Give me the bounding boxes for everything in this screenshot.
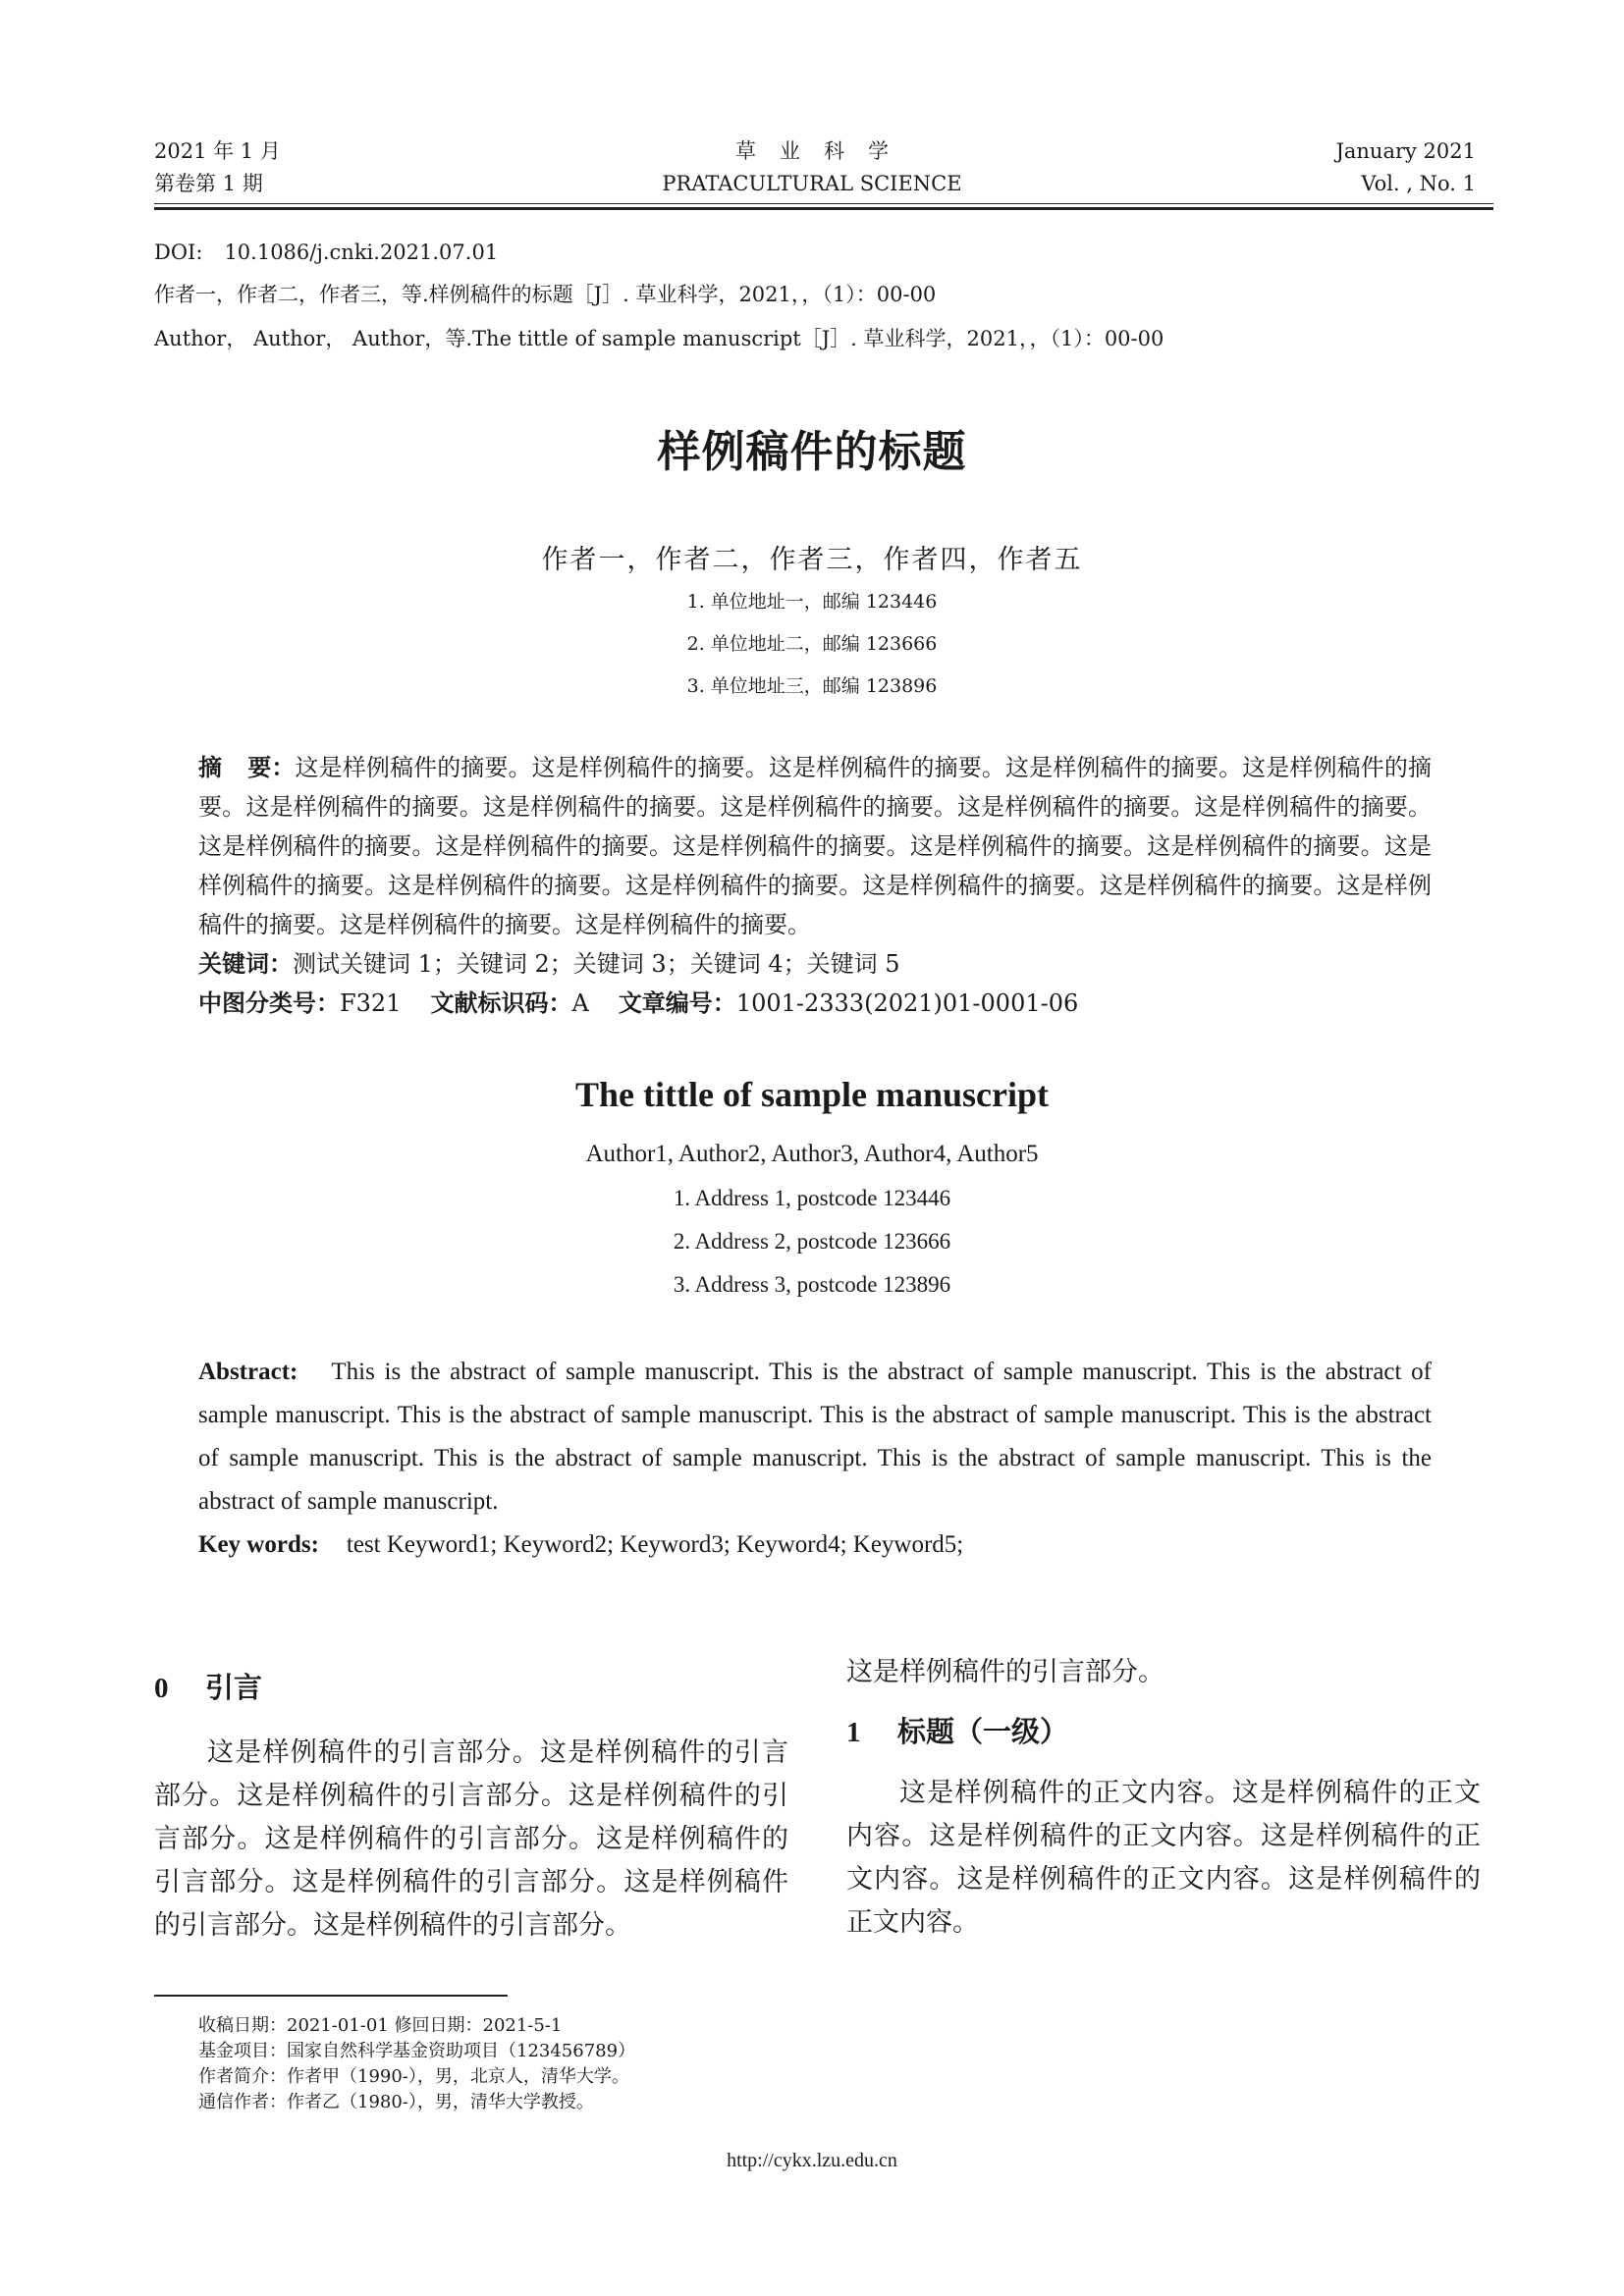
section-0 (154, 1666, 788, 1948)
journal-name-cn: 草业科学 (735, 139, 912, 163)
header-date-en: January 2021 (1335, 139, 1476, 163)
section-0-continued: 这是样例稿件的引言部分。 (846, 1657, 1164, 1687)
keywords-cn-text: 测试关键词 1；关键词 2；关键词 3；关键词 4；关键词 5 (293, 950, 900, 978)
section-1-title: 标题（一级） (897, 1715, 1069, 1748)
doi-line (154, 238, 498, 267)
footnote-author-bio: 作者简介：作者甲（1990-），男，北京人，清华大学。 (198, 2066, 629, 2087)
journal-name-en: PRATACULTURAL SCIENCE (662, 172, 962, 195)
header-issue-cn: 第卷第 1 期 (154, 172, 263, 195)
clc-label: 中图分类号： (198, 989, 340, 1017)
right-column (846, 1651, 1481, 1945)
abstract-cn (198, 748, 1432, 944)
abstract-cn-text: 这是样例稿件的摘要。这是样例稿件的摘要。这是样例稿件的摘要。这是样例稿件的摘要。这是样例稿件的摘要。这是样例稿件的摘要。这是样例稿件的摘要。这是样例稿件的摘要。这是样例稿件的摘要。这是样例稿件的摘要。这是样例稿件的摘要。这是样例稿件的摘要。这是样例稿件的摘要。这是样例稿件的摘要。这是样例稿件的摘要。这是样例稿件的摘要。这是样例稿件的摘要。这是样例稿件的摘要。这是样例稿件的摘要。这是样例稿件的摘要。这是样例稿件的摘要。这是样例稿件的摘要。这是样例稿件的摘要。 (198, 754, 1433, 938)
classification-line (198, 984, 1432, 1023)
section-0-number: 0 (154, 1673, 169, 1704)
footnote-fund: 基金项目：国家自然科学基金资助项目（123456789） (198, 2041, 636, 2061)
citation-cn: 作者一，作者二，作者三，等.样例稿件的标题［J］. 草业科学，2021，，（1）：00-00 (154, 283, 937, 306)
abstract-en-block (198, 1351, 1432, 1567)
abstract-en (198, 1351, 1432, 1523)
section-1-heading (846, 1710, 1481, 1754)
keywords-en-text: test Keyword1; Keyword2; Keyword3; Keyword4; Keyword5; (346, 1531, 964, 1558)
section-1-paragraph: 这是样例稿件的正文内容。这是样例稿件的正文内容。这是样例稿件的正文内容。这是样例稿件的正文内容。这是样例稿件的正文内容。这是样例稿件的正文内容。 (846, 1778, 1481, 1938)
footnote-rule (154, 1995, 508, 1997)
keywords-cn-label: 关键词： (198, 950, 293, 978)
doc-code-label: 文献标识码： (430, 989, 572, 1017)
affiliation-cn-3: 3. 单位地址三，邮编 123896 (686, 675, 938, 697)
doi-label: DOI: (154, 240, 203, 264)
abstract-en-text: This is the abstract of sample manuscript. This is the abstract of sample manuscript. This is the abstract of sample manuscript. This is the abstract of sample manuscript. This is the abstract of sample manuscript. This is the abstract of sample manuscript. This is the abstract of sample manuscript. This is the abstract of sample manuscript. This is the abstract of sample manuscript. (198, 1359, 1432, 1515)
header-volume-en: Vol. , No. 1 (1361, 172, 1476, 195)
clc-value: F321 (340, 989, 402, 1017)
abstract-cn-label: 摘 要： (198, 754, 296, 781)
section-0-paragraph: 这是样例稿件的引言部分。这是样例稿件的引言部分。这是样例稿件的引言部分。这是样例稿件的引言部分。这是样例稿件的引言部分。这是样例稿件的引言部分。这是样例稿件的引言部分。这是样例稿件的引言部分。这是样例稿件的引言部分。 (154, 1737, 788, 1941)
affiliation-en-2: 2. Address 2, postcode 123666 (673, 1229, 951, 1254)
section-0-heading (154, 1666, 788, 1710)
footnote-received: 收稿日期：2021-01-01 修回日期：2021-5-1 (198, 2015, 563, 2036)
doi-value[interactable]: 10.1086/j.cnki.2021.07.01 (224, 240, 499, 264)
abstract-cn-block (198, 748, 1432, 1023)
doc-code-value: A (571, 989, 589, 1017)
keywords-en (198, 1523, 1432, 1567)
section-0-title: 引言 (205, 1671, 263, 1704)
affiliation-cn-2: 2. 单位地址二，邮编 123666 (686, 633, 938, 655)
article-title-cn: 样例稿件的标题 (657, 427, 967, 477)
article-number-value: 1001-2333(2021)01-0001-06 (735, 989, 1079, 1017)
article-number-label: 文章编号： (618, 989, 736, 1017)
abstract-en-label: Abstract: (198, 1359, 298, 1385)
affiliation-en-3: 3. Address 3, postcode 123896 (673, 1272, 951, 1297)
header-right (1335, 135, 1476, 200)
header-rule-thick (154, 207, 1493, 210)
footnote-corresponding: 通信作者：作者乙（1980-），男，清华大学教授。 (198, 2092, 594, 2112)
citation-en: Author， Author， Author，等.The tittle of sample manuscript［J］. 草业科学，2021，，（1）：00-00 (154, 327, 1164, 350)
article-title-en: The tittle of sample manuscript (575, 1075, 1049, 1114)
affiliation-cn-1: 1. 单位地址一，邮编 123446 (686, 591, 938, 613)
header-rule-thin (154, 203, 1493, 204)
keywords-en-label: Key words: (198, 1531, 319, 1558)
authors-en: Author1, Author2, Author3, Author4, Author5 (585, 1141, 1039, 1167)
keywords-cn (198, 944, 1432, 984)
section-1-number: 1 (846, 1717, 861, 1748)
affiliation-en-1: 1. Address 1, postcode 123446 (673, 1186, 951, 1210)
footer-url[interactable]: http://cykx.lzu.edu.cn (727, 2150, 897, 2171)
authors-cn: 作者一，作者二，作者三，作者四，作者五 (541, 545, 1083, 575)
header-date-cn: 2021 年 1 月 (154, 139, 281, 163)
